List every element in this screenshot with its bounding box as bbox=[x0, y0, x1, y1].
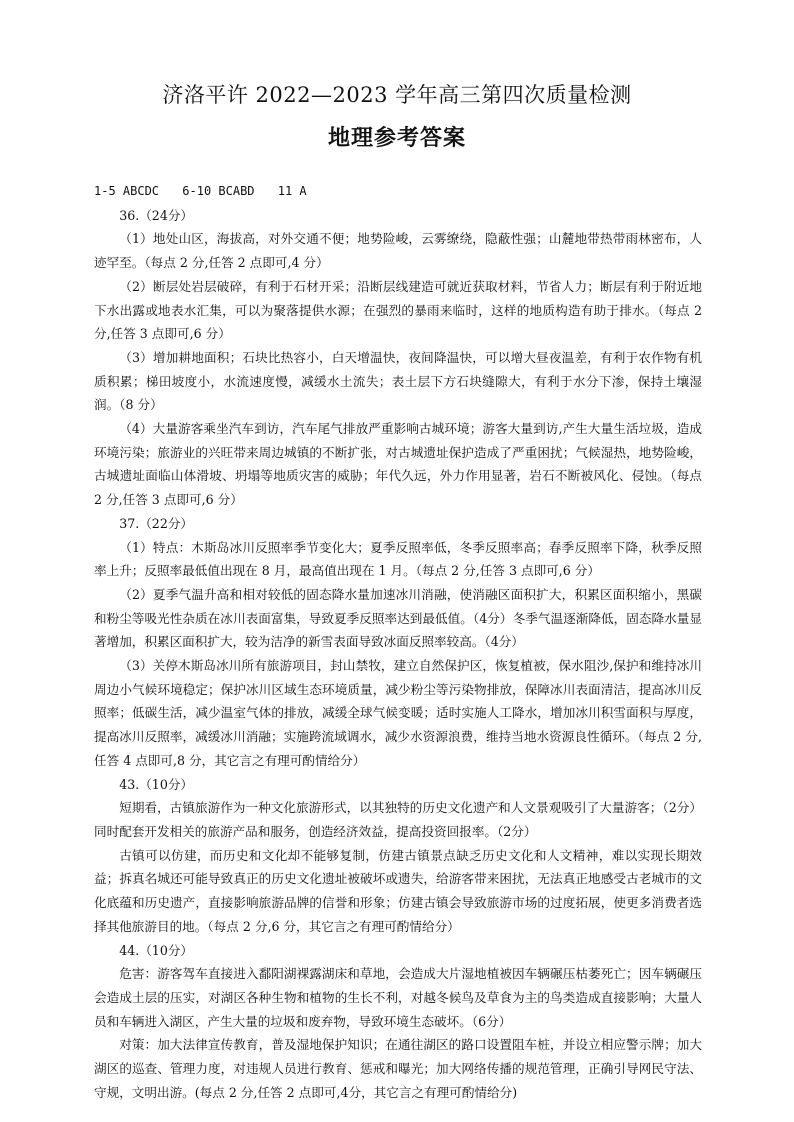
q44-heading: 44.（10分） bbox=[119, 942, 194, 958]
q44-harm: 危害：游客驾车直接进入鄱阳湖裸露湖床和草地，会造成大片湿地植被因车辆碾压枯萎死亡；因车辆碾压会造成土层的压实，对湖区各种生物和植物的生长不利，对越冬候鸟及草食为主的鸟类造成直接影响；大量人员和车辆进入湖区，产生大量的垃圾和废弃物，导致环境生态破坏。（6分） bbox=[94, 966, 702, 1029]
q36-answer-2: （2）断层处岩层破碎，有利于石材开采；沿断层线建造可就近获取材料，节省人力；断层有利于附近地下水出露或地表水汇集，可以为聚落提供水源；在强烈的暴雨来临时，这样的地质构造有助于排水。（每点 2 分,任答 3 点即可,6 分） bbox=[94, 278, 702, 342]
choice-answers-1-5: 1-5 ABCDC bbox=[94, 184, 160, 198]
q43-paragraph-2: 古镇可以仿建，而历史和文化却不能够复制，仿建古镇景点缺乏历史文化和人文精神，难以实现长期效益；拆真名城还可能导致真正的历史文化遗址被破坏或遗失，给游客带来困扰，无法真正地感受古老城市的文化底蕴和历史遗产，直接影响旅游品牌的信誉和形象；仿建古镇会导致旅游市场的过度拓展，使更多消费者选择其他旅游目的地。（每点 2 分,6 分，其它言之有理可酌情给分） bbox=[94, 847, 702, 934]
q36-heading: 36.（24分） bbox=[119, 207, 194, 223]
q37-heading: 37.（22分） bbox=[119, 515, 194, 531]
q37-answer-2: （2）夏季气温升高和相对较低的固态降水量加速冰川消融，使消融区面积扩大，积累区面积缩小，黑碳和粉尘等吸光性杂质在冰川表面富集，导致夏季反照率达到最低值。（4分）冬季气温逐渐降低，固态降水量显著增加，积累区面积扩大，较为洁净的新雪表面导致冰面反照率较高。（4分） bbox=[94, 586, 702, 650]
choice-answers-6-10: 6-10 BCABD bbox=[182, 184, 255, 198]
choice-answer-11: 11 A bbox=[277, 184, 307, 198]
document-title: 济洛平许 2022—2023 学年高三第四次质量检测 bbox=[162, 83, 632, 107]
q44-measures: 对策：加大法律宣传教育，普及湿地保护知识；在通往湖区的路口设置阻车桩，并设立相应警示牌；加大湖区的巡查、管理力度，对违规人员进行教育、惩戒和曝光；加大网络传播的规范管理，正确引导网民守法、守规，文明出游。(每点 2 分,任答 2 点即可,4分，其它言之有理可酌情给分) bbox=[94, 1037, 702, 1100]
q43-heading: 43.（10分） bbox=[119, 776, 194, 792]
q37-answer-1: （1）特点：木斯岛冰川反照率季节变化大；夏季反照率低，冬季反照率高；春季反照率下降，秋季反照率上升；反照率最低值出现在 8 月，最高值出现在 1 月。（每点 2 分,任答 3 点即可,6 分） bbox=[94, 539, 702, 579]
q36-answer-1: （1）地处山区，海拔高，对外交通不便；地势险峻，云雾缭绕，隐蔽性强；山麓地带热带雨林密布，人迹罕至。（每点 2 分,任答 2 点即可,4 分） bbox=[94, 231, 702, 271]
q36-answer-4: （4）大量游客乘坐汽车到访，汽车尾气排放严重影响古城环境；游客大量到访,产生大量生活垃圾，造成环境污染；旅游业的兴旺带来周边城镇的不断扩张，对古城遗址保护造成了严重困扰；气候湿热，地势险峻，古城遗址面临山体滑坡、坍塌等地质灾害的威胁；年代久远，外力作用显著，岩石不断被风化、侵蚀。（每点 2 分,任答 3 点即可,6 分） bbox=[94, 421, 702, 508]
q36-answer-3: （3）增加耕地面积；石块比热容小，白天增温快，夜间降温快，可以增大昼夜温差，有利于农作物有机质积累；梯田坡度小，水流速度慢，减缓水土流失；表土层下方石块缝隙大，有利于水分下渗，保持土壤湿润。（8 分） bbox=[94, 349, 702, 413]
document-subtitle: 地理参考答案 bbox=[327, 125, 466, 151]
q43-paragraph-1: 短期看，古镇旅游作为一种文化旅游形式，以其独特的历史文化遗产和人文景观吸引了大量游客；（2分）同时配套开发相关的旅游产品和服务，创造经济效益，提高投资回报率。（2分） bbox=[94, 800, 702, 839]
answer-content bbox=[94, 180, 702, 1104]
q37-answer-3: （3）关停木斯岛冰川所有旅游项目，封山禁牧，建立自然保护区，恢复植被，保水阻沙,保护和维持冰川周边小气候环境稳定；保护冰川区域生态环境质量，减少粉尘等污染物排放，保障冰川表面清洁，提高冰川反照率；低碳生活，减少温室气体的排放，减缓全球气候变暖；适时实施人工降水，增加冰川积雪面积与厚度，提高冰川反照率，减缓冰川消融；实施跨流域调水，减少水资源浪费，维持当地水资源良性循环。（每点 2 分,任答 4 点即可,8 分，其它言之有理可酌情给分） bbox=[94, 658, 702, 768]
choice-answers bbox=[94, 180, 702, 204]
